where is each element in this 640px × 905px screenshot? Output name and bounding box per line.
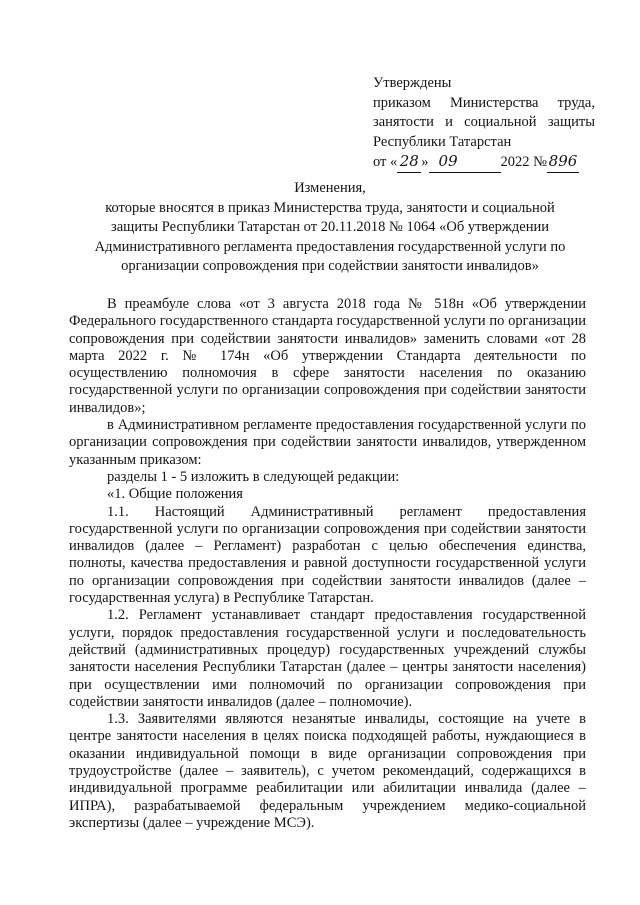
document-body <box>69 296 586 832</box>
date-year: 2022 № <box>500 154 547 170</box>
paragraph-regulation: в Административном регламенте предоставления государственной услуги по организации сопровождения при содействии занятости инвалидов, утвержденном указанным приказом: <box>69 417 586 468</box>
approval-stamp <box>373 74 613 173</box>
title-line-4: организации сопровождения при содействии занятости инвалидов» <box>121 258 539 274</box>
approval-line-1: Утверждены <box>373 75 452 91</box>
paragraph-1-3: 1.3. Заявителями являются незанятые инвалиды, состоящие на учете в центре занятости населения в целях поиска подходящей работы, нуждающиеся в оказании индивидуальной помощи в виде организации сопровождения при трудоустройстве (далее – заявитель), с учетом рекомендаций, содержащихся в индивидуальной программе реабилитации или абилитации инвалида (далее – ИПРА), разрабатываемой федеральным учреждением медико-социальной экспертизы (далее – учреждение МСЭ). <box>69 711 586 831</box>
date-mid: » <box>421 154 429 170</box>
date-month-handwritten: 09 <box>429 152 501 173</box>
title-heading: Изменения, <box>294 180 366 196</box>
document-title <box>60 179 600 277</box>
title-line-2: защиты Республики Татарстан от 20.11.2018 № 1064 «Об утверждении <box>111 219 549 235</box>
date-day-handwritten: 28 <box>397 152 421 173</box>
paragraph-1-1: 1.1. Настоящий Административный регламент предоставления государственной услуги по организации сопровождения при содействии занятости инвалидов (далее – Регламент) разработан с целью обеспечения единства, полноты, качества предоставления и равной доступности государственной услуги по организации сопровождения при содействии занятости инвалидов (далее – государственная услуга) в Республике Татарстан. <box>69 503 586 607</box>
section-heading: «1. Общие положения <box>107 486 243 503</box>
title-line-1: которые вносятся в приказ Министерства труда, занятости и социальной <box>105 199 555 216</box>
paragraph-1-2: 1.2. Регламент устанавливает стандарт предоставления государственной услуги, порядок предоставления государственной услуги и последовательность действий (административных процедур) государственных учреждений службы занятости населения Республики Татарстан (далее – центры занятости населения) при осуществлении ими полномочий по организации сопровождения при содействии занятости инвалидов (далее – полномочие). <box>69 607 586 710</box>
approval-line-3: занятости и социальной защиты <box>373 114 595 130</box>
approval-line-4: Республики Татарстан <box>373 133 512 150</box>
title-line-3: Административного регламента предоставления государственной услуги по <box>94 238 566 255</box>
approval-date-line <box>373 152 613 173</box>
approval-line-2: приказом Министерства труда, <box>373 94 595 111</box>
order-number-handwritten: 896 <box>547 152 579 173</box>
date-prefix: от « <box>373 154 398 170</box>
paragraph-preamble: В преамбуле слова «от 3 августа 2018 года № 518н «Об утверждении Федерального государственного стандарта государственной услуги по организации сопровождения при содействии занятости инвалидов» заменить словами «от 28 марта 2022 г. № 174н «Об утверждении Стандарта деятельности по осуществлению полномочия в сфере занятости населения по оказанию государственной услуги по организации сопровождения при содействии занятости инвалидов»; <box>69 296 586 416</box>
paragraph-sections: разделы 1 - 5 изложить в следующей редакции: <box>107 468 400 485</box>
